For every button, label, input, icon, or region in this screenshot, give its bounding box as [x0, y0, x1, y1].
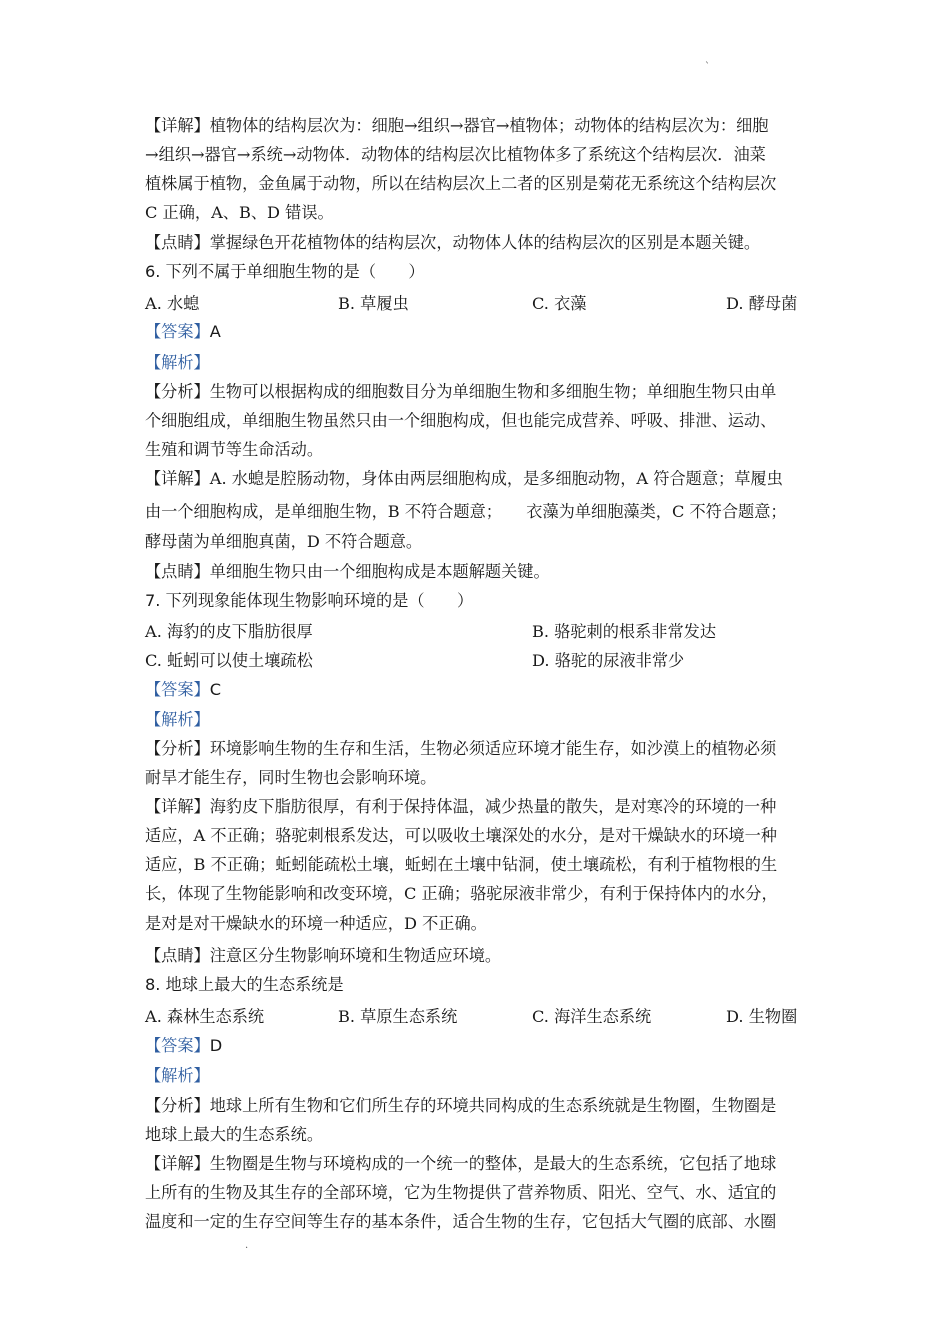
question-6-option-a: A. 水螅: [145, 294, 200, 313]
question-7-stem: 7. 下列现象能体现生物影响环境的是（ ）: [145, 591, 474, 610]
question-8-option-b: B. 草原生态系统: [338, 1007, 458, 1026]
question-8-option-a: A. 森林生态系统: [145, 1007, 265, 1026]
explanation-line: 地球上最大的生态系统。: [145, 1125, 324, 1144]
question-7-option-a: A. 海豹的皮下脂肪很厚: [145, 622, 313, 641]
question-7-jiexi: 【解析】: [145, 710, 210, 729]
explanation-line: 适应，B 不正确；蚯蚓能疏松土壤，蚯蚓在土壤中钻洞，使土壤疏松，有利于植物根的生: [145, 855, 778, 874]
explanation-line: 个细胞组成，单细胞生物虽然只由一个细胞构成，但也能完成营养、呼吸、排泄、运动、: [145, 411, 777, 430]
question-8-answer: [145, 1036, 222, 1056]
explanation-line: 【详解】海豹皮下脂肪很厚，有利于保持体温，减少热量的散失，是对寒冷的环境的一种: [145, 797, 777, 816]
explanation-line: 【详解】A. 水螅是腔肠动物，身体由两层细胞构成，是多细胞动物，A 符合题意；草履虫: [145, 469, 783, 488]
answer-value: C: [209, 680, 222, 699]
explanation-line: 【分析】地球上所有生物和它们所生存的环境共同构成的生态系统就是生物圈，生物圈是: [145, 1096, 777, 1115]
explanation-line: 温度和一定的生存空间等生存的基本条件，适合生物的生存，它包括大气圈的底部、水圈: [145, 1212, 777, 1231]
question-6-option-b: B. 草履虫: [338, 294, 409, 313]
explanation-line: 是对是对干燥缺水的环境一种适应，D 不正确。: [145, 914, 487, 933]
explanation-line: 生殖和调节等生命活动。: [145, 440, 324, 459]
paragraph-line: 植株属于植物，金鱼属于动物，所以在结构层次上二者的区别是菊花无系统这个结构层次: [145, 174, 777, 193]
question-8-option-d: D. 生物圈: [726, 1007, 798, 1026]
answer-label: 【答案】: [145, 322, 210, 341]
explanation-line: 由一个细胞构成，是单细胞生物，B 不符合题意； 衣藻为单细胞藻类，C 不符合题意；: [145, 502, 787, 521]
question-8-option-c: C. 海洋生态系统: [532, 1007, 652, 1026]
question-7-option-b: B. 骆驼刺的根系非常发达: [532, 622, 717, 641]
question-7-option-d: D. 骆驼的尿液非常少: [532, 651, 685, 670]
explanation-line: 【详解】生物圈是生物与环境构成的一个统一的整体，是最大的生态系统，它包括了地球: [145, 1154, 777, 1173]
question-6-stem: 6. 下列不属于单细胞生物的是（ ）: [145, 262, 425, 281]
explanation-line: 酵母菌为单细胞真菌，D 不符合题意。: [145, 532, 423, 551]
question-6-option-d: D. 酵母菌: [726, 294, 798, 313]
explanation-line: 上所有的生物及其生存的全部环境，它为生物提供了营养物质、阳光、空气、水、适宜的: [145, 1183, 777, 1202]
answer-value: D: [209, 1036, 223, 1055]
question-8-stem: 8. 地球上最大的生态系统是: [145, 975, 344, 994]
explanation-line: 长，体现了生物能影响和改变环境，C 正确；骆驼尿液非常少，有利于保持体内的水分，: [145, 884, 778, 903]
paragraph-line: C 正确，A、B、D 错误。: [145, 203, 334, 222]
question-8-jiexi: 【解析】: [145, 1066, 210, 1085]
explanation-line: 耐旱才能生存，同时生物也会影响环境。: [145, 768, 437, 787]
bottom-mark: .: [245, 1240, 249, 1251]
explanation-line: 【点睛】注意区分生物影响环境和生物适应环境。: [145, 946, 502, 965]
answer-label: 【答案】: [145, 1036, 210, 1055]
answer-value: A: [209, 322, 221, 341]
explanation-line: 【分析】生物可以根据构成的细胞数目分为单细胞生物和多细胞生物；单细胞生物只由单: [145, 382, 777, 401]
top-mark: `: [705, 62, 710, 73]
question-6-jiexi: 【解析】: [145, 353, 210, 372]
question-6-answer: [145, 322, 221, 342]
question-7-answer: [145, 680, 221, 700]
explanation-line: 【点睛】单细胞生物只由一个细胞构成是本题解题关键。: [145, 562, 550, 581]
paragraph-line: 【点睛】掌握绿色开花植物体的结构层次，动物体人体的结构层次的区别是本题关键。: [145, 233, 761, 252]
question-7-option-c: C. 蚯蚓可以使土壤疏松: [145, 651, 313, 670]
explanation-line: 【分析】环境影响生物的生存和生活，生物必须适应环境才能生存，如沙漠上的植物必须: [145, 739, 777, 758]
answer-label: 【答案】: [145, 680, 210, 699]
question-6-option-c: C. 衣藻: [532, 294, 587, 313]
paragraph-line: 【详解】植物体的结构层次为：细胞→组织→器官→植物体；动物体的结构层次为：细胞: [145, 116, 769, 135]
explanation-line: 适应，A 不正确；骆驼刺根系发达，可以吸收土壤深处的水分，是对干燥缺水的环境一种: [145, 826, 777, 845]
paragraph-line: →组织→器官→系统→动物体．动物体的结构层次比植物体多了系统这个结构层次．油菜: [145, 145, 766, 164]
